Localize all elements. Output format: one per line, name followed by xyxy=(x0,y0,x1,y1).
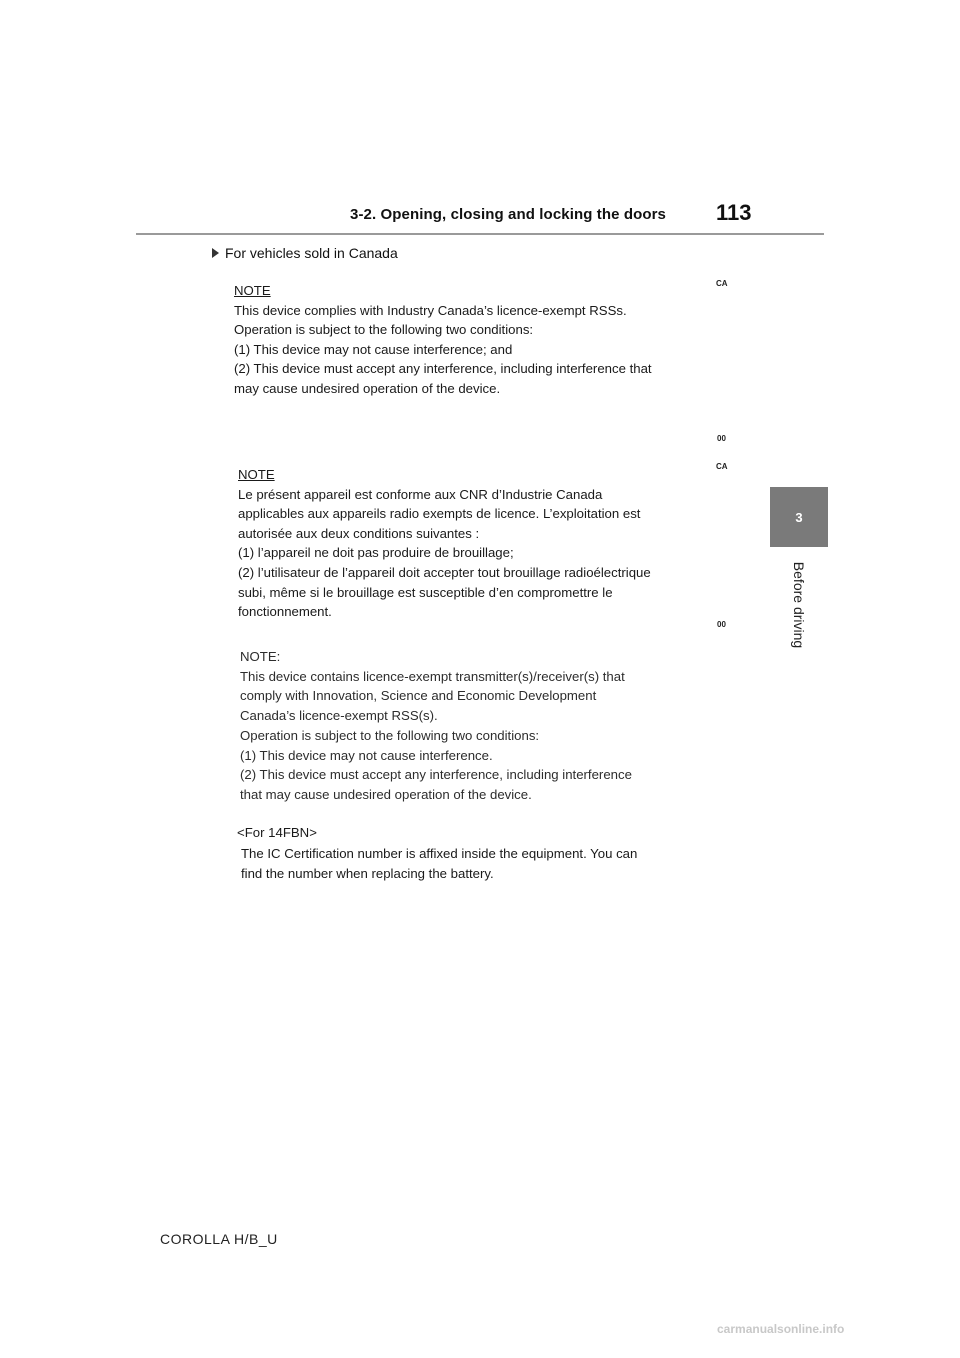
note-english xyxy=(234,281,652,399)
chapter-number: 3 xyxy=(795,509,803,525)
note-line: (1) This device may not cause interference. xyxy=(240,747,493,763)
note-line: subi, même si le brouillage est susceptible d’en compromettre le xyxy=(238,584,613,600)
note-line: (2) l’utilisateur de l’appareil doit accepter tout brouillage radioélectrique xyxy=(238,564,651,580)
note-line: (2) This device must accept any interference, including interference that xyxy=(234,361,652,377)
label-code: CA xyxy=(716,462,728,471)
note-line: find the number when replacing the battery. xyxy=(241,865,494,881)
triangle-bullet-icon xyxy=(212,248,219,258)
note-line: fonctionnement. xyxy=(238,604,332,620)
note-line: Le présent appareil est conforme aux CNR d’Industrie Canada xyxy=(238,486,603,502)
label-code: 00 xyxy=(717,620,726,629)
label-code: 00 xyxy=(717,434,726,443)
note-ised xyxy=(240,647,632,805)
note-line: autorisée aux deux conditions suivantes : xyxy=(238,525,480,541)
note-line: may cause undesired operation of the device. xyxy=(234,380,501,396)
for-14fbn-text xyxy=(241,844,637,883)
label-code: CA xyxy=(716,279,728,288)
note-line: (1) l’appareil ne doit pas produire de brouillage; xyxy=(238,545,514,561)
bullet-heading xyxy=(212,245,398,261)
header-divider xyxy=(136,233,824,235)
note-french xyxy=(238,465,651,622)
note-line: Operation is subject to the following two conditions: xyxy=(240,727,540,743)
section-title: 3-2. Opening, closing and locking the doors xyxy=(350,206,666,223)
chapter-label: Before driving xyxy=(791,561,807,649)
note-line: (2) This device must accept any interference, including interference xyxy=(240,767,632,783)
note-line: that may cause undesired operation of the device. xyxy=(240,786,532,802)
chapter-tab xyxy=(770,487,828,547)
chapter-tab-label xyxy=(770,540,828,670)
note-line: Operation is subject to the following two conditions: xyxy=(234,322,534,338)
note-heading: NOTE: xyxy=(240,649,281,664)
note-line: comply with Innovation, Science and Economic Development xyxy=(240,688,597,704)
note-line: This device contains licence-exempt transmitter(s)/receiver(s) that xyxy=(240,668,625,684)
note-line: (1) This device may not cause interference; and xyxy=(234,341,513,357)
footer-model: COROLLA H/B_U xyxy=(160,1231,278,1247)
watermark: carmanualsonline.info xyxy=(717,1322,845,1336)
bullet-text: For vehicles sold in Canada xyxy=(225,245,398,261)
note-heading: NOTE xyxy=(238,467,275,482)
note-line: Canada’s licence-exempt RSS(s). xyxy=(240,708,438,724)
note-line: This device complies with Industry Canada’s licence-exempt RSSs. xyxy=(234,302,627,318)
note-line: The IC Certification number is affixed inside the equipment. You can xyxy=(241,846,638,861)
for-14fbn-heading: <For 14FBN> xyxy=(237,825,317,840)
note-line: applicables aux appareils radio exempts de licence. L’exploitation est xyxy=(238,506,641,522)
note-heading: NOTE xyxy=(234,283,271,298)
page-number: 113 xyxy=(716,200,752,225)
